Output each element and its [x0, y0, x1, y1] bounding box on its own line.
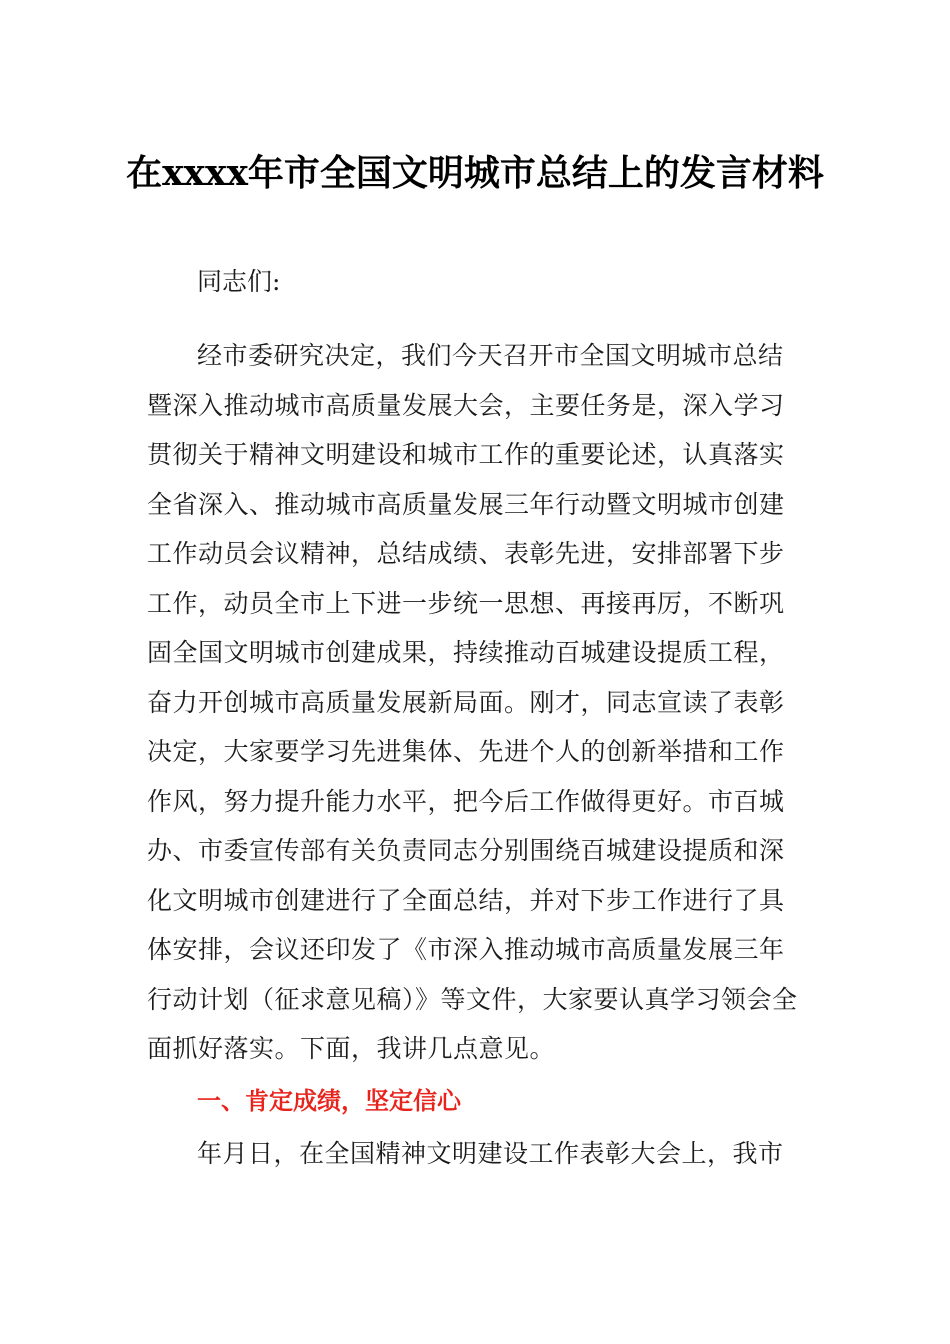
section-heading: 一、肯定成绩，坚定信心: [197, 1087, 461, 1115]
body-paragraph: 经市委研究决定，我们今天召开市全国文明城市总结暨深入推动城市高质量发展大会，主要任务是，深入学习贯彻关于精神文明建设和城市工作的重要论述，认真落实全省深入、推动城市高质量发展三年行动暨文明城市创建工作动员会议精神，总结成绩、表彰先进，安排部署下步工作，动员全市上下进一步统一思想、再接再厉，不断巩固全国文明城市创建成果，持续推动百城建设提质工程，奋力开创城市高质量发展新局面。刚才，同志宣读了表彰决定，大家要学习先进集体、先进个人的创新举措和工作作风，努力提升能力水平，把今后工作做得更好。市百城办、市委宣传部有关负责同志分别围绕百城建设提质和深化文明城市创建进行了全面总结，并对下步工作进行了具体安排，会议还印发了《市深入推动城市高质量发展三年行动计划（征求意见稿）》等文件，大家要认真学习领会全面抓好落实。下面，我讲几点意见。: [147, 341, 798, 1063]
document-title: 在xxxx年市全国文明城市总结上的发言材料: [126, 152, 824, 194]
body-paragraph: 年月日，在全国精神文明建设工作表彰大会上，我市: [197, 1139, 784, 1168]
salutation: 同志们:: [197, 267, 281, 296]
